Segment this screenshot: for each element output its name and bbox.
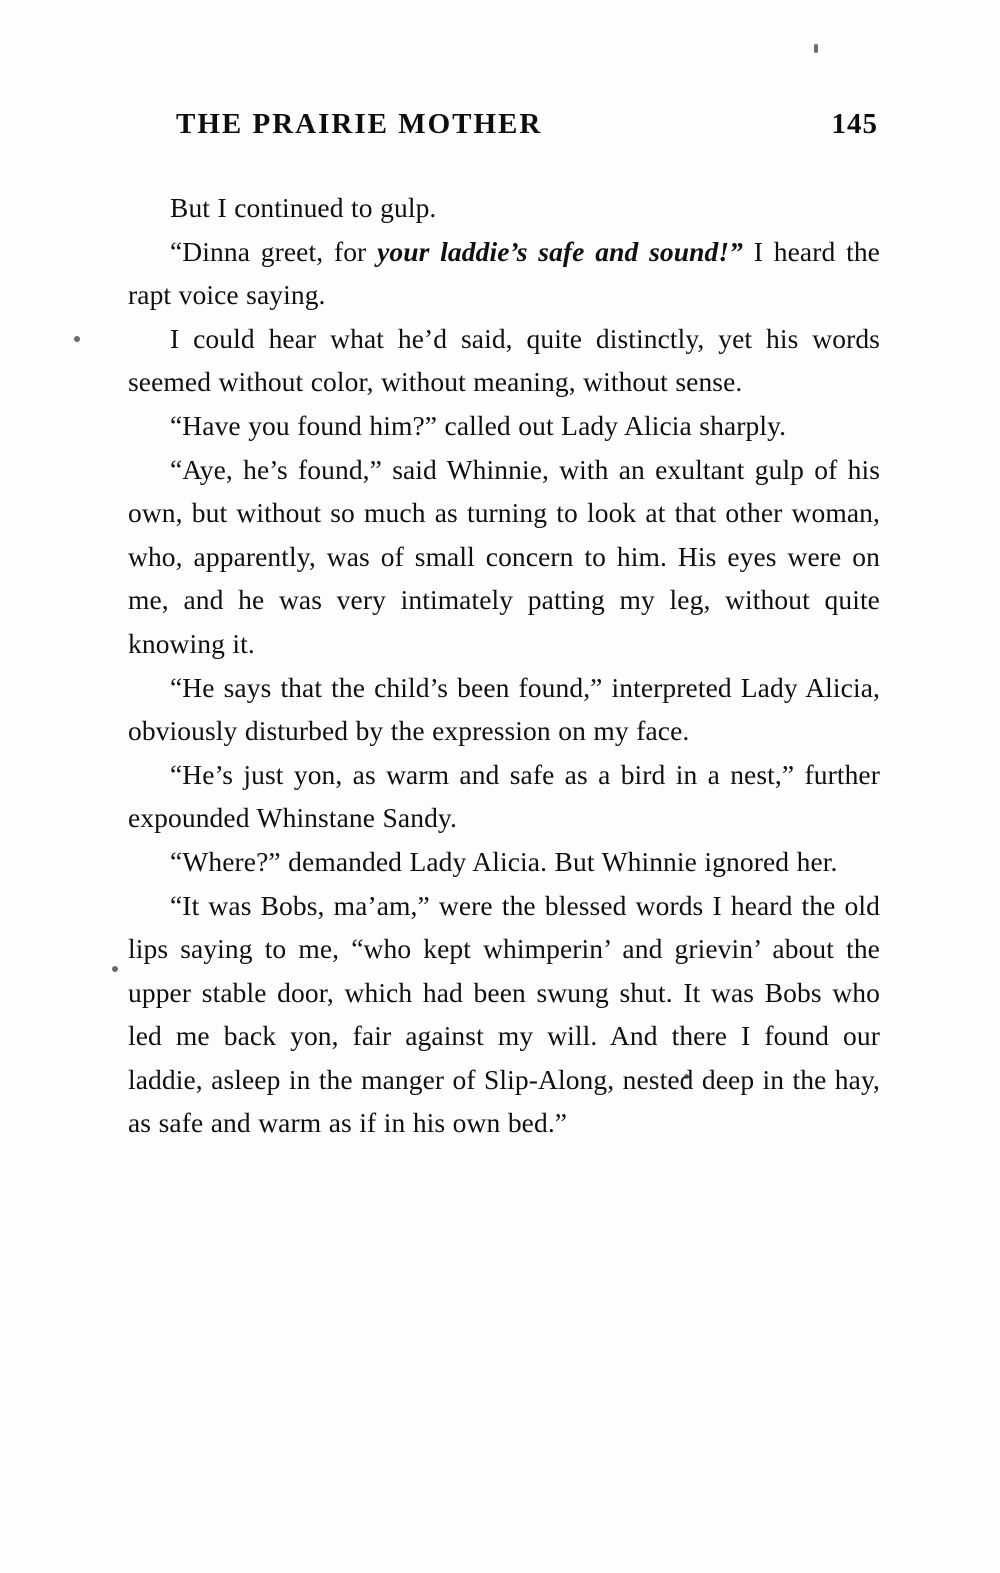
paragraph xyxy=(128,230,880,317)
scan-speck-icon xyxy=(814,44,818,53)
running-title: THE PRAIRIE MOTHER xyxy=(176,108,543,140)
text-run: I could hear what he’d said, quite distinctly, yet his words seemed without color, without meaning, without sense. xyxy=(128,322,880,398)
paragraph xyxy=(128,186,880,230)
paragraph xyxy=(128,753,880,840)
paragraph xyxy=(128,884,880,1146)
page-body-text xyxy=(128,186,880,1145)
emphasis-text: your laddie’s safe and sound!” xyxy=(377,235,744,267)
scan-speck-icon xyxy=(74,336,80,342)
text-run: “Dinna greet, for xyxy=(170,235,378,267)
text-run: “Aye, he’s found,” said Whinnie, with an exultant gulp of his own, but without so much as turning to look at that other woman, who, apparently, was of small concern to him. His eyes were on me, and he was very intimately patting my leg, without quite knowing it. xyxy=(128,453,880,659)
text-run: “Where?” demanded Lady Alicia. But Whinnie ignored her. xyxy=(170,845,838,877)
text-run: I heard the rapt voice saying. xyxy=(128,235,880,311)
page-number: 145 xyxy=(831,108,878,140)
scan-speck-icon xyxy=(112,966,118,972)
paragraph xyxy=(128,448,880,666)
paragraph xyxy=(128,666,880,753)
paragraph xyxy=(128,317,880,404)
paragraph xyxy=(128,404,880,448)
text-run: “It was Bobs, ma’am,” were the blessed words I heard the old lips saying to me, “who kept whimperin’ and grievin’ about the upper stable door, which had been swung shut. It was Bobs who led me back yon, fair against my will. And there I found our laddie, asleep in the manger of Slip-Along, nested deep in the hay, as safe and warm as if in his own bed.” xyxy=(128,889,880,1139)
text-run: “Have you found him?” called out Lady Alicia sharply. xyxy=(170,409,787,441)
page-header xyxy=(128,108,878,141)
text-run: “He’s just yon, as warm and safe as a bird in a nest,” further expounded Whinstane Sandy. xyxy=(128,758,880,834)
text-run: “He says that the child’s been found,” interpreted Lady Alicia, obviously disturbed by the expression on my face. xyxy=(128,671,880,747)
paragraph xyxy=(128,840,880,884)
text-run: But I continued to gulp. xyxy=(170,192,437,223)
